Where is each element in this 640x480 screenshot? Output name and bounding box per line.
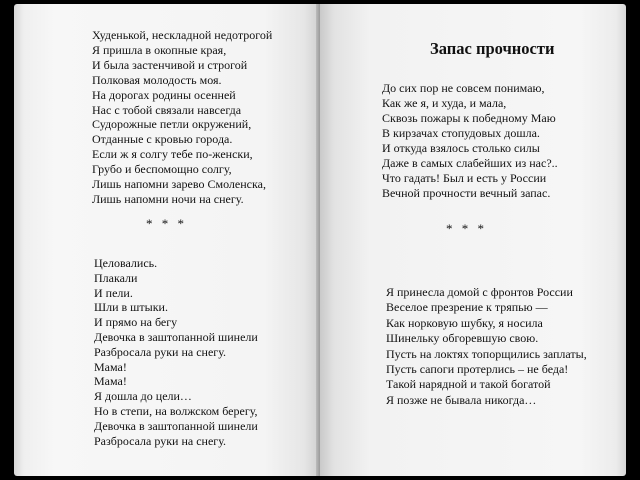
poem-line: Судорожные петли окружений, bbox=[92, 117, 252, 132]
poem-line: И прямо на бегу bbox=[94, 315, 178, 330]
poem-line: Такой нарядной и такой богатой bbox=[386, 377, 551, 392]
poem-line: Пусть на локтях топорщились заплаты, bbox=[386, 346, 587, 361]
poem-line: Худенькой, нескладной недотрогой bbox=[92, 28, 273, 42]
poem-line: Даже в самых слабейших из нас?.. bbox=[382, 156, 558, 170]
poem-line: В кирзачах стопудовых дошла. bbox=[382, 126, 540, 140]
poem-line: И пели. bbox=[94, 285, 133, 300]
stanza-divider: * * * bbox=[446, 221, 487, 236]
poem-line: Веселое презрение к тряпью — bbox=[386, 300, 548, 315]
poem-line: Мама! bbox=[94, 359, 127, 374]
poem-line: Лишь напомни зарево Смоленска, bbox=[92, 177, 266, 192]
poem-title: Запас прочности bbox=[430, 39, 555, 58]
poem-line: Девочка в заштопанной шинели bbox=[94, 418, 258, 433]
poem-line: И откуда взялось столько силы bbox=[382, 141, 540, 155]
poem-line: Полковая молодость моя. bbox=[92, 72, 222, 87]
left-page bbox=[14, 4, 320, 476]
poem-line: Шинельку обгоревшую свою. bbox=[386, 331, 539, 346]
stanza-divider: * * * bbox=[146, 216, 187, 231]
poem-line: На дорогах родины осенней bbox=[92, 87, 236, 102]
poem-line: Как норковую шубку, я носила bbox=[386, 315, 543, 330]
poem-line: Девочка в заштопанной шинели bbox=[94, 329, 258, 344]
poem-line: Я принесла домой с фронтов России bbox=[386, 285, 573, 299]
poem-line: Плакали bbox=[94, 270, 138, 285]
poem-line: Как же я, и худа, и мала, bbox=[382, 96, 507, 110]
poem-line: Но в степи, на волжском берегу, bbox=[94, 403, 258, 418]
poem-line: Нас с тобой связали навсегда bbox=[92, 102, 242, 117]
poem-line: Я дошла до цели… bbox=[94, 389, 192, 404]
right-page bbox=[320, 4, 626, 476]
poem-line: Если ж я солгу тебе по-женски, bbox=[92, 147, 253, 162]
poem-line: Лишь напомни ночи на снегу. bbox=[92, 191, 244, 206]
poem-line: До сих пор не совсем понимаю, bbox=[382, 81, 545, 95]
poem-line: Я пришла в окопные края, bbox=[92, 42, 227, 57]
poem-line: Что гадать! Был и есть у России bbox=[382, 171, 547, 185]
poem-line: Разбросала руки на снегу. bbox=[94, 433, 226, 448]
right-poem-1 bbox=[382, 81, 558, 201]
poem-line: Я позже не бывала никогда… bbox=[386, 392, 537, 407]
right-poem-2 bbox=[386, 285, 587, 408]
poem-line: Разбросала руки на снегу. bbox=[94, 344, 226, 359]
left-poem-1 bbox=[92, 28, 272, 207]
poem-line: Целовались. bbox=[94, 256, 158, 270]
poem-line: Вечной прочности вечный запас. bbox=[382, 186, 551, 200]
poem-line: Сквозь пожары к победному Маю bbox=[382, 111, 556, 125]
poem-line: И была застенчивой и строгой bbox=[92, 57, 248, 72]
left-poem-2 bbox=[94, 256, 258, 448]
poem-line: Пусть сапоги протерлись – не беда! bbox=[386, 362, 569, 377]
poem-line: Мама! bbox=[94, 374, 127, 389]
poem-line: Шли в штыки. bbox=[94, 300, 168, 315]
poem-line: Грубо и беспомощно солгу, bbox=[92, 162, 232, 177]
poem-line: Отданные с кровью города. bbox=[92, 132, 233, 147]
